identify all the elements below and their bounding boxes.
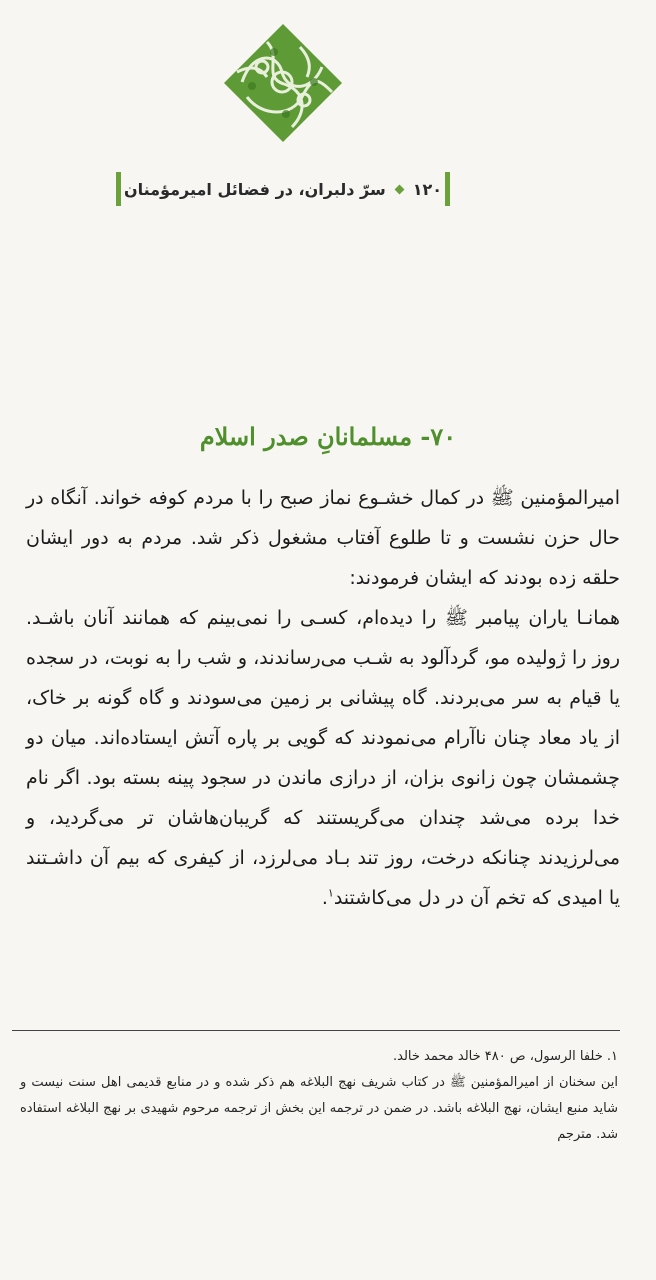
- header-left-bar: [116, 172, 121, 206]
- diamond-bullet-icon: [394, 184, 404, 194]
- body-paragraph: [26, 478, 620, 598]
- header-text: [121, 180, 445, 199]
- floral-ornament-icon: [222, 22, 344, 144]
- paragraph-2-text: همانـا یاران پیامبر ﷺ را دیده‌ام، کسـی را نمی‌بینم که همانند آنان باشـد. روز را ژولیده مو، گردآلود به شـب می‌رساندند، و شب را به نوبت، در سجده یا قیام به سر می‌بردند. گاه پیشانی بر زمین می‌سودند و گاه گونه بر خاک، از یاد معاد چنان ناآرام می‌نمودند که گویی بر پاره آتش ایستاده‌اند. میان دو چشمشان چون زانوی بزان، از درازی ماندن در سجود پینه بسته بود. اگر نام خدا برده می‌شد چندان می‌گریستند که گریبان‌هاشان تر می‌گردید، و می‌لرزیدند چنانکه درخت، روز تند بـاد می‌لرزد، از کیفری که بیم آن داشـتند یا امیدی که تخم آن در دل می‌کاشتند: [26, 607, 620, 909]
- footnote-marker: ۱: [327, 886, 334, 900]
- footnote-1: ۱. خلفا الرسول، ص ۴۸۰ خالد محمد خالد.: [393, 1049, 618, 1064]
- header-right-bar: [445, 172, 450, 206]
- running-header: [116, 171, 450, 207]
- body-text: [26, 478, 620, 918]
- paragraph-1-text: امیرالمؤمنین ﷺ در کمال خشـوع نماز صبح را با مردم کوفه خواند. آنگاه در حال حزن نشست و تا طلوع آفتاب مشغول ذکر شد. مردم به دور ایشان حلقه زده بودند که ایشان فرمودند:: [26, 487, 620, 589]
- body-paragraph: همانـا یاران پیامبر ﷺ را دیده‌ام، کسـی را نمی‌بینم که همانند آنان باشـد. روز را ژولیده مو، گردآلود به شـب می‌رساندند، و شب را به نوبت، در سجده یا قیام به سر می‌بردند. گاه پیشانی بر زمین می‌سودند و گاه گونه بر خاک، از یاد معاد چنان ناآرام می‌نمودند که گویی بر پاره آتش ایستاده‌اند. میان دو چشمشان چون زانوی بزان، از درازی ماندن در سجود پینه بسته بود. اگر نام خدا برده می‌شد چندان می‌گریستند که گریبان‌هاشان تر می‌گردید، و می‌لرزیدند چنانکه درخت، روز تند بـاد می‌لرزد، از کیفری که بیم آن داشـتند یا امیدی که تخم آن در دل می‌کاشتند$^۱$.: [26, 607, 620, 909]
- page-number: ۱۲۰: [412, 179, 443, 199]
- footnotes: [20, 1044, 618, 1148]
- section-title: ۷۰- مسلمانانِ صدر اسلام: [199, 422, 457, 451]
- footnote-divider: [12, 1030, 620, 1031]
- footnote-2: این سخنان از امیرالمؤمنین ﷺ در کتاب شریف نهج البلاغه هم ذکر شده و در منابع قدیمی اهل سنت نیست و شاید منبع ایشان، نهج البلاغه باشد. در ضمن در ترجمه این بخش از ترجمه مرحوم شهیدی بر نهج البلاغه استفاده شد. مترجم: [20, 1075, 618, 1142]
- book-title: سرّ دلبران، در فضائل امیرمؤمنان: [123, 179, 386, 199]
